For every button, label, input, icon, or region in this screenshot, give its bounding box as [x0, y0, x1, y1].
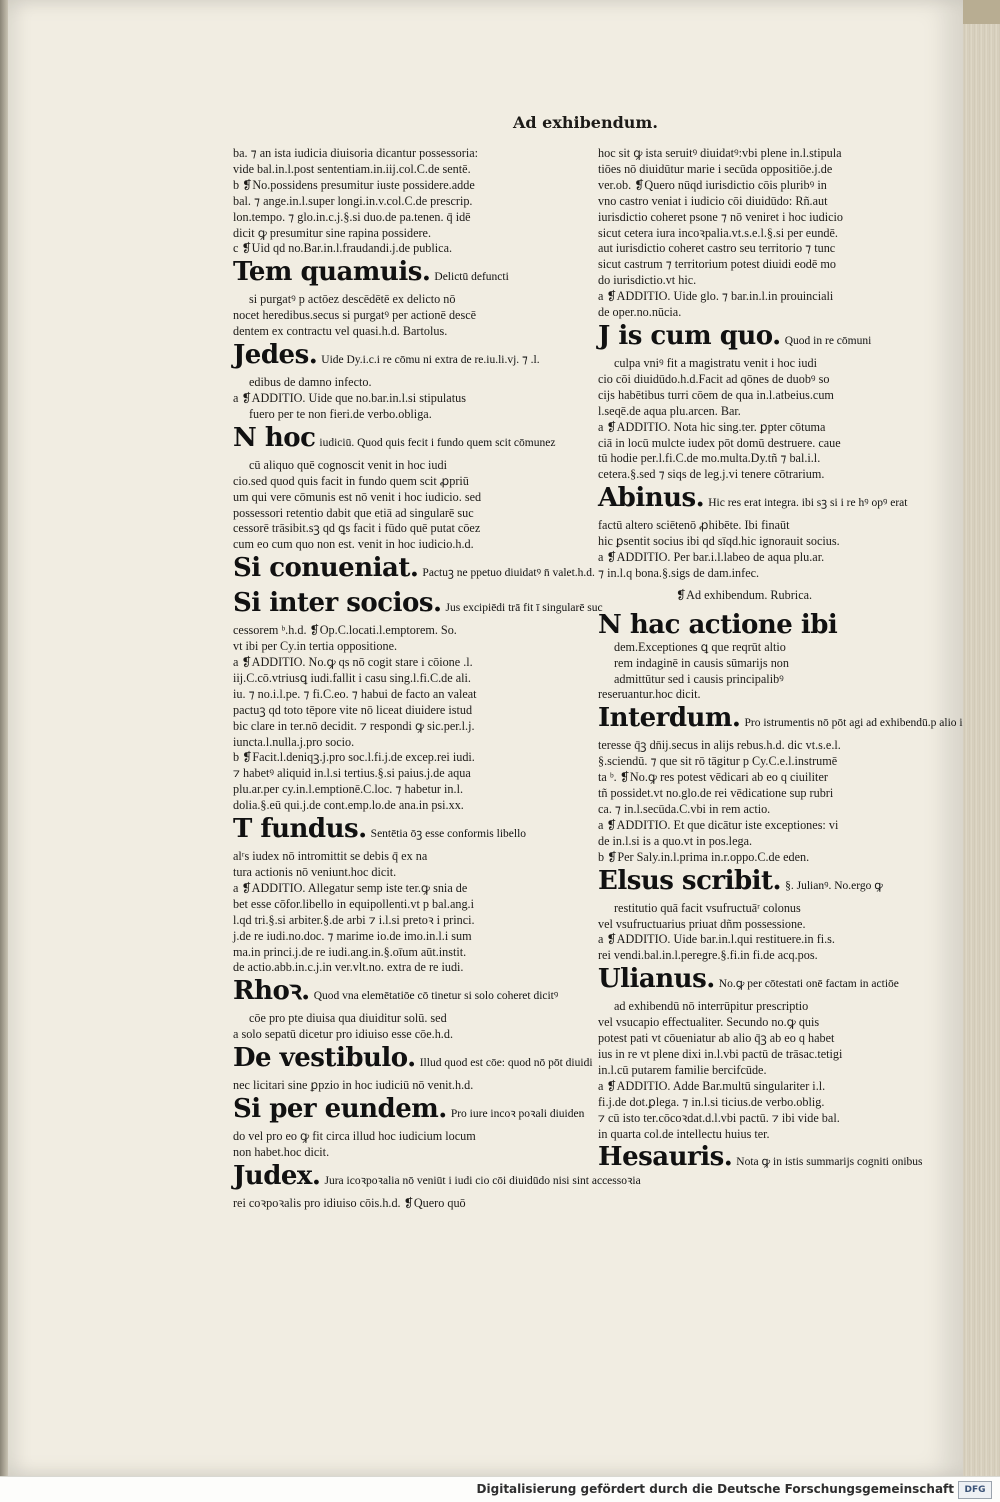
text-line: ⁊ in.l.q bona.§.sigs de dam.infec.	[598, 565, 760, 580]
text-line: iurisdictio coheret psone ⁊ nō veniret i hoc iudicio	[598, 209, 844, 224]
dfg-logo-icon: DFG	[958, 1481, 992, 1499]
lemma-gloss: Nota ꝙ in istis summarijs cogniti onibus	[736, 1156, 923, 1169]
text-line: hic ꝑsentit socius ibi qd sīqd.hic ignorauit socius.	[598, 534, 840, 549]
text-line: dem.Exceptiones ꝗ que reqrūt altio	[614, 639, 786, 654]
text-line: vel vsucapio effectualiter. Secundo no.ꝙ quis	[598, 1015, 820, 1030]
text-line: ca. ⁊ in.l.secūda.C.vbi in rem actio.	[598, 802, 771, 816]
lemma-text: De vestibulo.	[233, 1043, 416, 1074]
text-line: nec licitari sine ꝑpzio in hoc iudiciū nō venit.h.d.	[233, 1078, 474, 1093]
text-line: a ❡ADDITIO. Uide que no.bar.in.l.si stipulatus	[233, 390, 466, 405]
text-line: de actio.abb.in.c.j.in ver.vlt.no. extra de re iudi.	[233, 960, 464, 975]
lemma-heading	[598, 1142, 923, 1177]
lemma-gloss: Hic res erat integra. ibi sꝫ si i re hꝰ opꝰ erat	[708, 497, 908, 510]
text-line: ciā in locū mulcte iudex pōt domū destruere. caue	[598, 435, 841, 450]
lemma-heading	[598, 483, 908, 518]
text-line: admittūtur sed i causis principalibꝰ	[614, 671, 784, 686]
text-line: ma.in princi.j.de re iudi.ang.in.§.oīum aūt.instit.	[233, 944, 467, 959]
lemma-heading	[598, 610, 890, 640]
text-line: ❡Ad exhibendum. Rubrica.	[675, 587, 813, 602]
lemma-gloss: Sentētia ōꝫ esse conformis libello	[370, 828, 527, 841]
text-line: l.seqē.de aqua plu.arcen. Bar.	[598, 403, 741, 418]
text-line: dentem ex contractu vel quasi.h.d. Bartolus.	[233, 324, 448, 339]
text-line: reseruantur.hoc dicit.	[598, 687, 701, 702]
text-line: cessorē trāsibit.sꝫ qd ꝗs facit i fūdo quē putat cōez	[233, 521, 481, 536]
text-line: lon.tempo. ⁊ glo.in.c.j.§.si duo.de pa.tenen. q̄ idē	[233, 209, 471, 224]
lemma-text: Si conueniat.	[233, 553, 419, 584]
text-line: cōe pro pte diuisa qua diuiditur solū. sed	[249, 1011, 447, 1026]
text-line: tñ possidet.vt no.glo.de rei vēdicatione sup rubri	[598, 786, 834, 801]
text-line: in.l.cū putarem familie bercifcūde.	[598, 1062, 767, 1077]
text-line: rei coꝛpoꝛalis pro idiuiso cōis.h.d. ❡Quero quō	[233, 1195, 466, 1210]
text-line: bet esse cōfor.libello in equipollenti.vt p bal.ang.i	[233, 896, 474, 911]
lemma-heading	[598, 866, 890, 901]
text-line: b ❡No.possidens presumitur iuste possidere.adde	[233, 177, 475, 192]
text-line: do vel pro eo ꝙ fit circa illud hoc iudicium locum	[233, 1129, 476, 1144]
text-line: rem indaginē in causis sūmarijs non	[614, 655, 789, 670]
text-line: tiōes nō diuidūtur marie i secūda oppositiōe.j.de	[598, 161, 833, 176]
text-line: iu. ⁊ no.i.l.pe. ⁊ fi.C.eo. ⁊ habui de facto an valeat	[233, 686, 477, 701]
text-line: a ❡ADDITIO. Adde Bar.multū singulariter i.l.	[598, 1078, 826, 1093]
text-line: restitutio quā facit vsufructuāʳ colonus	[614, 900, 801, 915]
lemma-gloss: iudiciū. Quod quis fecit i fundo quem scit cōmunez	[319, 436, 556, 449]
lemma-heading	[233, 257, 515, 292]
text-line: cū aliquo quē cognoscit venit in hoc iudi	[249, 457, 448, 472]
text-line: fi.j.de dot.ꝑlega. ⁊ in.l.si ticius.de verbo.oblig.	[598, 1094, 825, 1109]
lemma-text: Rhoꝛ.	[233, 976, 310, 1007]
lemma-gloss: Quod vna elemētatiōe cō tinetur si solo coheret dicitꝰ	[313, 990, 559, 1003]
text-line: a ❡ADDITIO. Allegatur semp iste ter.ꝙ snia de	[233, 880, 468, 895]
text-line: a ❡ADDITIO. Uide glo. ⁊ bar.in.l.in prouinciali	[598, 289, 834, 304]
lemma-text: Jedes.	[233, 340, 318, 371]
lemma-text: N hoc	[233, 422, 316, 453]
lemma-text: Si per eundem.	[233, 1094, 447, 1125]
lemma-heading	[233, 553, 595, 588]
text-line: rei vendi.bal.in.l.peregre.§.fi.in fi.de acq.pos.	[598, 948, 818, 963]
text-line: iij.C.cō.vtriusꝗ iudi.fallit i casu sing.l.fi.C.de ali.	[233, 670, 471, 685]
lemma-gloss: Uide Dy.i.c.i re cōmu ni extra de re.iu.li.vj. ⁊ .l.	[321, 354, 540, 367]
text-line: cio.sed quod quis facit in fundo quem scit ꝓpriū	[233, 473, 469, 488]
text-line: a ❡ADDITIO. Uide bar.in.l.qui restituere.in fi.s.	[598, 932, 835, 947]
text-line: cio cōi diuidūdo.h.d.Facit ad qōnes de duobꝰ so	[598, 371, 830, 386]
text-line: teresse q̄ꝫ dn̄ij.secus in alijs rebus.h.d. dic vt.s.e.l.	[598, 738, 841, 753]
lemma-heading	[233, 976, 559, 1011]
text-line: vno castro veniat i iudicio cōi diuidūdo: Rñ.aut	[598, 193, 828, 208]
lemma-text: Tem quamuis.	[233, 257, 431, 288]
text-line: alʳs iudex nō intromittit se debis q̄ ex na	[233, 849, 428, 864]
lemma-text: Ulianus.	[598, 964, 715, 995]
lemma-text: T fundus.	[233, 814, 367, 845]
text-line: vel vsufructuarius priuat dñm possessione.	[598, 916, 806, 931]
text-line: l.qd tri.§.si arbiter.§.de arbi ⁊ i.l.si pretoꝛ i princi.	[233, 912, 475, 927]
text-line: ver.ob. ❡Quero nūqd iurisdictio cōis pluribꝰ in	[598, 177, 827, 192]
text-line: dolia.§.eū qui.j.de cont.emp.lo.de ana.in psi.xx.	[233, 798, 464, 813]
lemma-gloss: No.ꝙ per cōtestati onē factam in actiōe	[718, 978, 899, 991]
text-line: edibus de damno infecto.	[249, 375, 372, 390]
text-line: tura actionis nō veniunt.hoc dicit.	[233, 865, 397, 879]
text-line: de in.l.si is a quo.vt in pos.lega.	[598, 833, 753, 848]
text-line: bal. ⁊ ange.in.l.super longi.in.v.col.C.de prescrip.	[233, 193, 473, 208]
text-line: ⁊ habetꝰ aliquid in.l.si tertius.§.si paius.j.de aqua	[233, 766, 471, 781]
text-line: ta ᵇ. ❡No.ꝙ res potest vēdicari ab eo q ciuiliter	[598, 770, 828, 785]
lemma-gloss: Pactuꝫ ne ppetuo diuidatꝰ n̄ valet.h.d.	[422, 567, 595, 580]
text-line: ad exhibendū nō interrūpitur prescriptio	[614, 999, 809, 1014]
text-line: vt ibi per Cy.in tertia oppositione.	[233, 639, 398, 654]
lemma-text: N hac actione ibi	[598, 609, 838, 640]
lemma-gloss: §. Julianꝰ. No.ergo ꝙ	[785, 879, 883, 892]
text-line: aut iurisdictio coheret castro seu territorio ⁊ tunc	[598, 241, 836, 256]
text-line: ⁊ cū isto ter.cōcoꝛdat.d.l.vbi pactū. ⁊ ibi vide bal.	[598, 1110, 840, 1125]
footer-bar	[0, 1476, 1000, 1502]
text-line: ius in re vt plene dixi in.l.vbi pactū de trāsac.tetigi	[598, 1046, 843, 1061]
text-line: b ❡Facit.l.deniqꝫ.j.pro soc.l.fi.j.de excep.rei iudi.	[233, 750, 475, 765]
lemma-text: Judex.	[233, 1160, 321, 1191]
text-line: nocet heredibus.secus si purgatꝰ per actionē descē	[233, 308, 477, 323]
lemma-text: J is cum quo.	[598, 320, 781, 351]
text-line: pactuꝫ qd toto tēpore vite nō liceat diuidere istud	[233, 702, 473, 717]
text-line: bic clare in ter.nō decidit. ⁊ respondi ꝙ sic.per.l.j.	[233, 718, 475, 733]
text-line: a solo sepatū dicetur pro idiuiso esse cōe.h.d.	[233, 1027, 453, 1042]
text-line: sicut castrum ⁊ territorium potest diuidi eodē mo	[598, 257, 836, 272]
lemma-heading	[233, 1043, 593, 1078]
lemma-heading	[598, 703, 963, 738]
text-line: si purgatꝰ p actōez descēdētē ex delicto nō	[249, 292, 456, 307]
lemma-gloss: Pro iure incoꝛ poꝛali diuiden	[450, 1108, 585, 1121]
text-line: b ❡Per Saly.in.l.prima in.r.oppo.C.de eden.	[598, 849, 810, 864]
lemma-gloss: Pro istrumentis nō pōt agi ad exhibendū.p alio i	[744, 717, 963, 730]
lemma-heading	[233, 814, 527, 849]
lemma-gloss: Quod in re cōmuni	[784, 334, 872, 347]
text-line: dicit ꝙ presumitur sine rapina possidere.	[233, 225, 432, 240]
text-line: fuero per te non fieri.de verbo.obliga.	[249, 406, 432, 421]
lemma-gloss: Delictū defuncti	[434, 271, 509, 284]
lemma-text: Interdum.	[598, 703, 741, 734]
text-line: um qui vere cōmunis est nō venit i hoc iudicio. sed	[233, 489, 482, 504]
text-line: a ❡ADDITIO. Per bar.i.l.labeo de aqua plu.ar.	[598, 550, 825, 565]
text-line: a ❡ADDITIO. Nota hic sing.ter. ꝑpter cōtuma	[598, 419, 826, 434]
lemma-heading	[598, 964, 899, 999]
page-edges	[963, 0, 1000, 1476]
text-line: cetera.§.sed ⁊ siqs de leg.j.vi tenere cōtrarium.	[598, 467, 825, 482]
text-line: cessorem ᵇ.h.d. ❡Op.C.locati.l.emptorem. So.	[233, 623, 457, 638]
lemma-heading	[233, 1160, 641, 1196]
text-line: iuncta.l.nulla.j.pro socio.	[233, 734, 355, 749]
book-gutter	[0, 0, 8, 1476]
text-line: ba. ⁊ an ista iudicia diuisoria dicantur possessoria:	[233, 146, 479, 160]
text-line: non habet.hoc dicit.	[233, 1144, 330, 1159]
text-line: §.sciendū. ⁊ que sit rō tāgitur p Cy.C.e.l.instrumē	[598, 754, 838, 769]
text-line: possessori retentio dabit que etiā ad singularē suc	[233, 505, 474, 520]
text-line: vide bal.in.l.post sententiam.in.iij.col.C.de sentē.	[233, 161, 471, 176]
funding-notice: Digitalisierung gefördert durch die Deutsche Forschungsgemeinschaft	[476, 1482, 954, 1496]
text-line: do iurisdictio.vt hic.	[598, 273, 697, 288]
text-line: in quarta col.de intellectu huius ter.	[598, 1126, 770, 1141]
text-line: cum eo cum quo non est. venit in hoc iudicio.h.d.	[233, 537, 474, 552]
text-line: c ❡Uid qd no.Bar.in.l.fraudandi.j.de publica.	[233, 241, 453, 256]
page-edge-band	[963, 0, 1000, 24]
lemma-heading	[233, 588, 603, 623]
text-line: cijs habētibus turri cōem de qua in.l.atbeius.cum	[598, 387, 834, 402]
lemma-text: Abinus.	[598, 483, 705, 514]
lemma-heading	[233, 1094, 585, 1129]
text-line: plu.ar.per cy.in.l.emptionē.C.loc. ⁊ habetur in.l.	[233, 782, 464, 797]
lemma-text: Hesauris.	[598, 1142, 733, 1173]
lemma-heading	[598, 321, 890, 356]
text-line: a ❡ADDITIO. No.ꝙ qs nō cogit stare i cōione .l.	[233, 655, 473, 670]
lemma-heading	[233, 340, 540, 375]
lemma-gloss: Illud quod est cōe: quod nō pōt diuidi	[419, 1057, 593, 1070]
lemma-text: Elsus scribit.	[598, 865, 782, 896]
lemma-gloss: Jus excipiēdi trā fit ī singularē suc	[445, 602, 603, 615]
text-line: j.de re iudi.no.doc. ⁊ marime io.de imo.in.l.i sum	[233, 928, 472, 943]
text-line: hoc sit ꝙ ista seruitꝰ diuidatꝰ:vbi plene in.l.stipula	[598, 146, 842, 160]
text-line: potest pati vt cōueniatur ab alio q̄ꝫ ab eo q habet	[598, 1031, 835, 1046]
lemma-gloss: Jura icoꝛpoꝛalia nō veniūt i iudi cio cōi diuidūdo nisi sint accessoꝛia	[324, 1174, 641, 1187]
text-line: culpa vniꝰ fit a magistratu venit i hoc iudi	[614, 355, 817, 370]
lemma-heading	[233, 422, 556, 458]
lemma-text: Si inter socios.	[233, 588, 442, 619]
right-column	[598, 146, 963, 1177]
text-line: factū altero sciētenō ꝓhibēte. Ibi finaūt	[598, 518, 790, 533]
running-head: Ad exhibendum.	[513, 113, 658, 132]
text-line: sicut cetera iura incoꝛpalia.vt.s.e.l.§.si per eundē.	[598, 225, 838, 240]
text-line: tū hodie per.l.fi.C.de mo.multa.Dy.tñ ⁊ bal.i.l.	[598, 451, 821, 466]
text-line: a ❡ADDITIO. Et que dicātur iste exceptiones: vi	[598, 817, 839, 832]
text-line: de oper.no.nūcia.	[598, 305, 682, 320]
